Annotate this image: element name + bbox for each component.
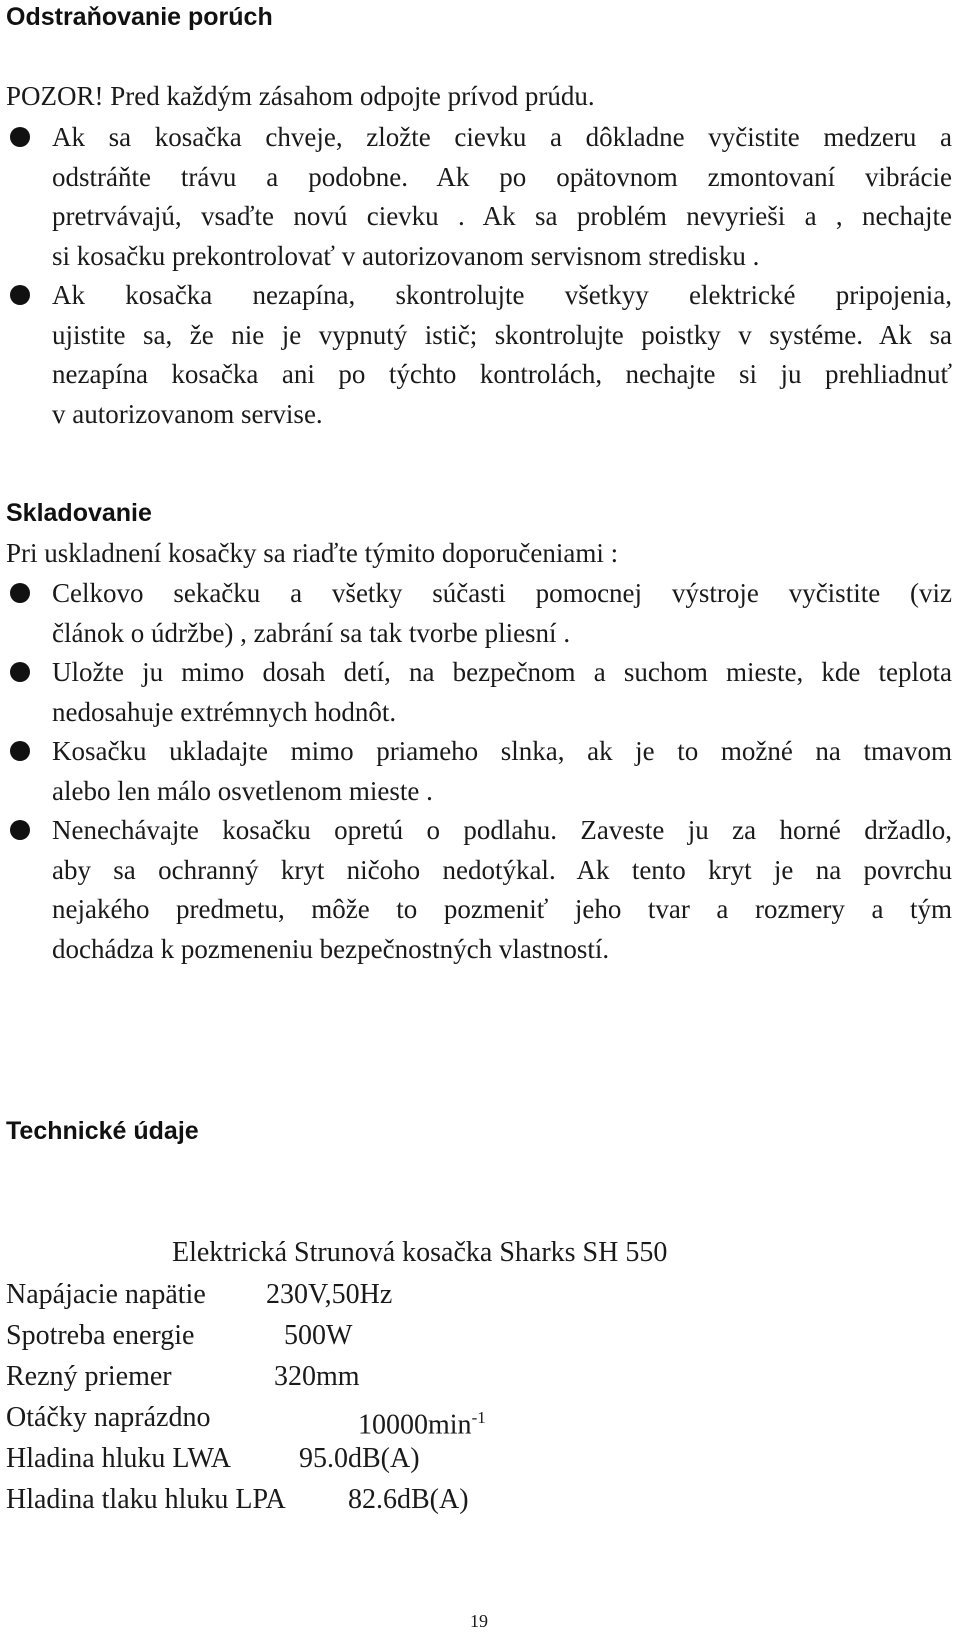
spec-row	[6, 1359, 360, 1395]
spec-row	[6, 1318, 353, 1354]
text-line: alebo len málo osvetlenom mieste .	[52, 775, 433, 806]
text-line: ujistite sa, že nie je vypnutý istič; skontrolujte poistky v systéme. Ak sa	[52, 319, 952, 350]
text-line: pretrvávajú, vsaďte novú cievku . Ak sa problém nevyrieši a , nechajte	[52, 201, 952, 231]
spec-value-exponent: -1	[471, 1408, 486, 1427]
spec-value-number: 10000min	[358, 1409, 472, 1441]
spec-label: Napájacie napätie	[6, 1279, 206, 1310]
storage-heading: Skladovanie	[6, 499, 152, 527]
spec-label: Spotreba energie	[6, 1320, 195, 1351]
text-line: v autorizovanom servise.	[52, 398, 323, 429]
spec-row	[6, 1400, 486, 1441]
bullet-dot-icon	[10, 820, 30, 840]
text-line: článok o údržbe) , zabrání sa tak tvorbe pliesní .	[52, 617, 571, 648]
spec-value: 500W	[284, 1320, 353, 1351]
product-name: Elektrická Strunová kosačka Sharks SH 550	[172, 1237, 668, 1268]
text-line: Kosačku ukladajte mimo priameho slnka, ak je to možné na tmavom	[52, 736, 952, 766]
spec-value: 82.6dB(A)	[348, 1484, 469, 1515]
bullet-text	[52, 276, 952, 434]
bullet-dot-icon	[10, 662, 30, 682]
text-line: nezapína kosačka ani po týchto kontrolách, nechajte si ju prehliadnuť	[52, 359, 952, 389]
text-line: dochádza k pozmeneniu bezpečnostných vlastností.	[52, 933, 610, 964]
bullet-dot-icon	[10, 741, 30, 761]
spec-row	[6, 1441, 420, 1477]
bullet-dot-icon	[10, 285, 30, 305]
bullet-text	[52, 653, 952, 732]
spec-row	[6, 1482, 469, 1518]
spec-label: Otáčky naprázdno	[6, 1402, 211, 1433]
technical-heading: Technické údaje	[6, 1117, 199, 1145]
troubleshooting-heading: Odstraňovanie porúch	[6, 3, 273, 31]
spec-label: Hladina tlaku hluku LPA	[6, 1484, 286, 1515]
bullet-text	[52, 732, 952, 811]
bullet-text	[52, 574, 952, 653]
bullet-dot-icon	[10, 583, 30, 603]
spec-value: 320mm	[274, 1361, 360, 1392]
bullet-dot-icon	[10, 127, 30, 147]
page-number: 19	[470, 1611, 488, 1631]
text-line: Nenechávajte kosačku opretú o podlahu. Zaveste ju za horné držadlo,	[52, 815, 952, 845]
spec-value: 95.0dB(A)	[299, 1443, 420, 1474]
text-line: Uložte ju mimo dosah detí, na bezpečnom a suchom mieste, kde teplota	[52, 657, 952, 687]
storage-intro: Pri uskladnení kosačky sa riaďte týmito doporučeniami :	[6, 538, 619, 568]
text-line: aby sa ochranný kryt ničoho nedotýkal. Ak tento kryt je na povrchu	[52, 854, 952, 885]
text-line: odstráňte trávu a podobne. Ak po opätovnom zmontovaní vibrácie	[52, 161, 952, 192]
spec-row	[6, 1277, 393, 1313]
spec-label: Rezný priemer	[6, 1361, 172, 1392]
spec-value: 230V,50Hz	[266, 1279, 393, 1310]
bullet-text	[52, 118, 952, 276]
text-line: Ak sa kosačka chveje, zložte cievku a dôkladne vyčistite medzeru a	[52, 122, 952, 152]
text-line: si kosačku prekontrolovať v autorizovanom servisnom stredisku .	[52, 240, 760, 271]
text-line: nejakého predmetu, môže to pozmeniť jeho tvar a rozmery a tým	[52, 894, 952, 924]
text-line: Ak kosačka nezapína, skontrolujte všetkyy elektrické pripojenia,	[52, 280, 952, 310]
text-line: Celkovo sekačku a všetky súčasti pomocnej výstroje vyčistite (viz	[52, 578, 952, 608]
bullet-text	[52, 811, 952, 969]
text-line: nedosahuje extrémnych hodnôt.	[52, 696, 397, 727]
spec-label: Hladina hluku LWA	[6, 1443, 231, 1474]
spec-value	[358, 1400, 486, 1443]
warning-text: POZOR! Pred každým zásahom odpojte prívod prúdu.	[6, 81, 595, 111]
